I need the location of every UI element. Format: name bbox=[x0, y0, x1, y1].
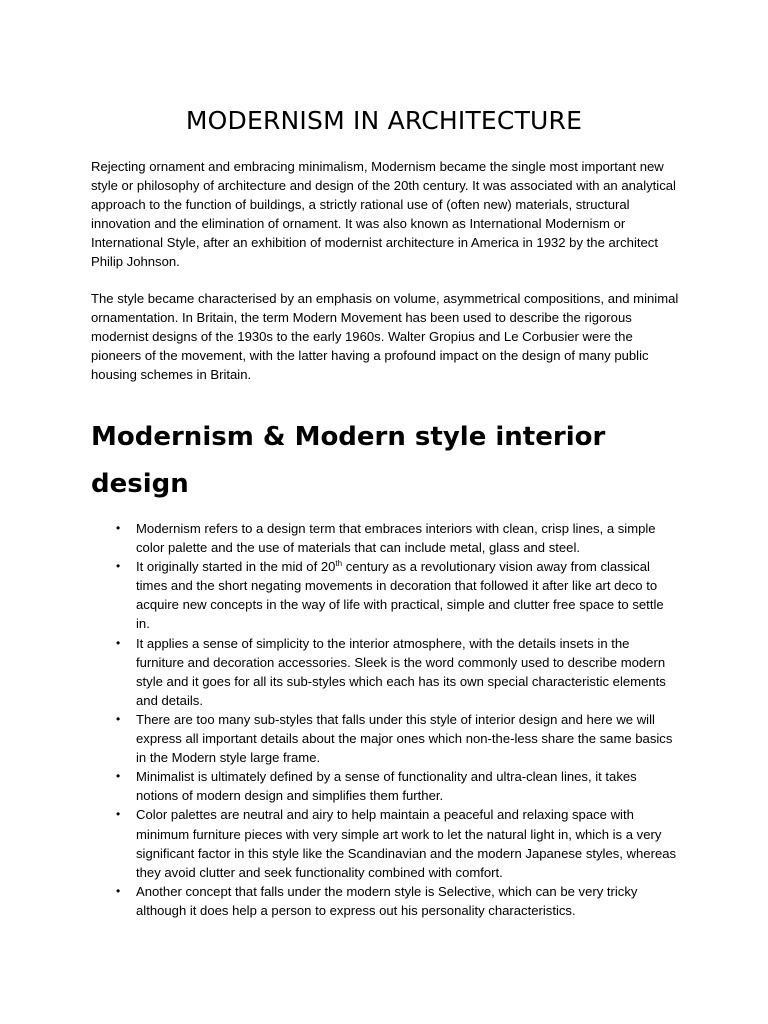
bullet-icon: • bbox=[116, 521, 121, 535]
bullet-icon: • bbox=[116, 807, 121, 822]
list-item-text: Modernism refers to a design term that embraces interiors with clean, crisp lines, a simple color palette and the use of materials that can include metal, glass and steel. bbox=[136, 521, 656, 556]
bullet-icon: • bbox=[116, 769, 121, 784]
paragraph-intro: Rejecting ornament and embracing minimalism, Modernism became the single most important new style or philosophy of architecture and design of the 20th century. It was associated with an analytical approach to the function of buildings, a strictly rational use of (often new) materials, structural innovation and the elimination of ornament. It was also known as International Modernism or International Style, after an exhibition of modernist architecture in America in 1932 by the architect Philip Johnson. bbox=[91, 159, 676, 270]
bullet-icon: • bbox=[116, 559, 121, 574]
bullet-icon: • bbox=[116, 635, 121, 650]
list-item-text: It originally started in the mid of 20 bbox=[136, 559, 336, 575]
list-item bbox=[0, 805, 681, 881]
section-heading: Modernism & Modern style interior design bbox=[91, 422, 606, 499]
list-item bbox=[0, 557, 681, 633]
ordinal-suffix: th bbox=[335, 559, 343, 569]
list-item bbox=[0, 519, 681, 557]
list-item-text: There are too many sub-styles that falls under this style of interior design and here we will express all important details about the major ones which non-the-less share the same basics in the Modern style large frame. bbox=[136, 711, 673, 766]
paragraph-style: The style became characterised by an emphasis on volume, asymmetrical compositions, and minimal ornamentation. In Britain, the term Modern Movement has been used to describe the rigorous modernist designs of the 1930s to the early 1960s. Walter Gropius and Le Corbusier were the pioneers of the movement, with the latter having a profound impact on the design of many public housing schemes in Britain. bbox=[91, 291, 679, 383]
document-title: MODERNISM IN ARCHITECTURE bbox=[185, 106, 583, 135]
list-item-text-cont: century as a revolutionary vision away from classical times and the short negating movements in decoration that followed it after like art deco to acquire new concepts in the way of life with practical, simple and clutter free space to settle in. bbox=[136, 559, 664, 632]
list-item-text: It applies a sense of simplicity to the interior atmosphere, with the details insets in the furniture and decoration accessories. Sleek is the word commonly used to describe modern style and it goes for all its sub-styles which each has its own special characteristic elements and details. bbox=[136, 635, 666, 708]
list-item-text: Minimalist is ultimately defined by a sense of functionality and ultra-clean lines, it takes notions of modern design and simplifies them further. bbox=[136, 769, 637, 804]
bullet-icon: • bbox=[116, 883, 121, 898]
list-item-text: Color palettes are neutral and airy to help maintain a peaceful and relaxing space with minimum furniture pieces with very simple art work to let the natural light in, which is a very significant factor in this style like the Scandinavian and the modern Japanese styles, whereas they avoid clutter and seek functionality combined with comfort. bbox=[136, 807, 677, 880]
list-item bbox=[0, 767, 681, 805]
list-item bbox=[0, 634, 681, 710]
bullet-list bbox=[0, 519, 768, 920]
bullet-icon: • bbox=[116, 711, 121, 726]
list-item-text: Another concept that falls under the modern style is Selective, which can be very tricky although it does help a person to express out his personality characteristics. bbox=[136, 883, 638, 918]
list-item bbox=[0, 710, 681, 767]
list-item bbox=[0, 882, 681, 920]
